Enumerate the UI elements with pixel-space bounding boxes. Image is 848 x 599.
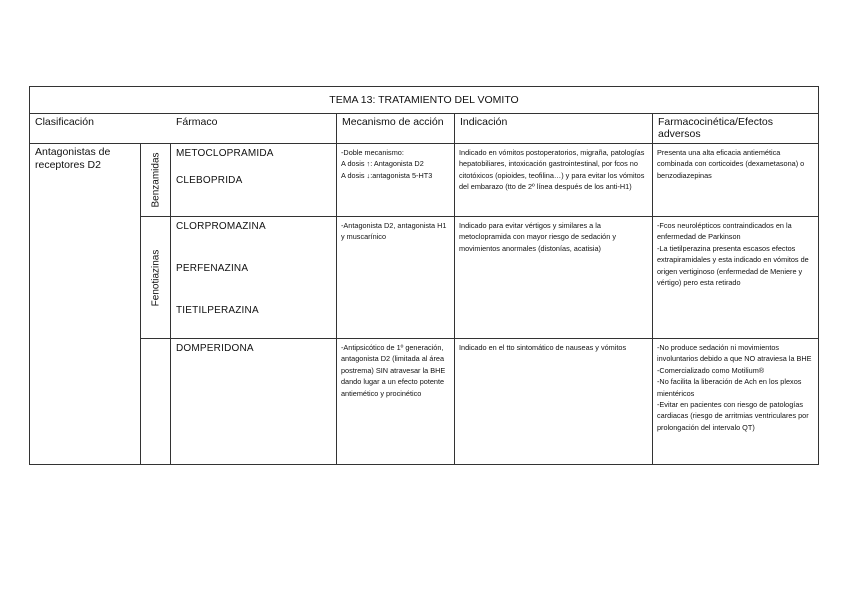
text-line: Presenta una alta eficacia antiemética combinada con corticoides (dexametasona) o benzodiazepinas bbox=[657, 148, 805, 180]
drug-name: CLORPROMAZINA bbox=[176, 221, 266, 232]
family-label: Benzamidas bbox=[141, 144, 171, 216]
text-line: A dosis ↑: Antagonista D2 bbox=[341, 159, 424, 169]
text-line: Indicado para evitar vértigos y similares a la metoclopramida con mayor riesgo de sedación y movimientos anormales (distonías, acatisia) bbox=[459, 221, 616, 253]
family-label: Fenotiazinas bbox=[141, 217, 171, 338]
family-label bbox=[141, 339, 171, 464]
text-line: A dosis ↓:antagonista 5-HT3 bbox=[341, 170, 433, 180]
text-line: -Evitar en pacientes con riesgo de patologías cardiacas (riesgo de arritmias ventriculares por prolongación del intervalo QT) bbox=[657, 400, 809, 432]
groups bbox=[140, 144, 818, 464]
group-fenotiazinas bbox=[140, 216, 818, 338]
body-row bbox=[30, 144, 818, 464]
mecanismo-cell bbox=[336, 217, 454, 338]
drug-name: TIETILPERAZINA bbox=[176, 305, 259, 316]
mecanismo-cell bbox=[336, 144, 454, 216]
mecanismo-cell bbox=[336, 339, 454, 464]
header-mecanismo: Mecanismo de acción bbox=[336, 114, 454, 143]
header-indicacion: Indicación bbox=[454, 114, 652, 143]
drug-name: PERFENAZINA bbox=[176, 263, 249, 274]
drug-list bbox=[171, 339, 336, 464]
indicacion-cell bbox=[454, 144, 652, 216]
text-line: -Comercializado como Motilium® bbox=[657, 365, 765, 375]
header-farmaco: Fármaco bbox=[176, 116, 218, 128]
drug-table bbox=[29, 86, 819, 465]
farmacocinetica-cell bbox=[652, 144, 818, 216]
text-line: -Antipsicótico de 1º generación, antagonista D2 (limitada al área postrema) SIN atravesar la BHE dando lugar a un efecto potente antiemético y procinético bbox=[341, 343, 446, 398]
drug-name: DOMPERIDONA bbox=[176, 343, 254, 354]
farmacocinetica-cell bbox=[652, 217, 818, 338]
text-line: -Fcos neurolépticos contraindicados en la enfermedad de Parkinson bbox=[657, 221, 792, 242]
header-farmacocinetica: Farmacocinética/Efectos adversos bbox=[652, 114, 818, 143]
text-line: -No produce sedación ni movimientos involuntarios debido a que NO atraviesa la BHE bbox=[657, 343, 812, 364]
text-line: -Antagonista D2, antagonista H1 y muscarínico bbox=[341, 221, 447, 242]
indicacion-cell bbox=[454, 339, 652, 464]
text-line: -Doble mecanismo: bbox=[341, 148, 404, 157]
drug-list bbox=[171, 144, 336, 216]
table-title: TEMA 13: TRATAMIENTO DEL VOMITO bbox=[30, 87, 818, 114]
header-clasificacion: Clasificación bbox=[35, 116, 94, 128]
farmacocinetica-cell bbox=[652, 339, 818, 464]
text-line: Indicado en el tto sintomático de nauseas y vómitos bbox=[459, 343, 627, 352]
indicacion-cell bbox=[454, 217, 652, 338]
text-line: -La tietilperazina presenta escasos efectos extrapiramidales y esta indicado en vómitos de origen vertiginoso (enfermedad de Meniere y vértigo) pero esta retirado bbox=[657, 243, 809, 288]
header-row bbox=[30, 114, 818, 144]
group-benzamidas bbox=[140, 144, 818, 216]
clasificacion-cell: Antagonistas de receptores D2 bbox=[35, 146, 111, 171]
text-line: -No facilita la liberación de Ach en los plexos mientéricos bbox=[657, 377, 802, 398]
drug-list bbox=[171, 217, 336, 338]
group-domperidona bbox=[140, 338, 818, 464]
drug-name: METOCLOPRAMIDA bbox=[176, 148, 274, 159]
drug-name: CLEBOPRIDA bbox=[176, 175, 243, 186]
text-line: Indicado en vómitos postoperatorios, migraña, patologías hepatobiliares, intoxicación gastrointestinal, por fcos no citotóxicos (opioides, teofilina…) y para evitar los vómitos del embarazo (tto de 2º línea después de los anti-H1) bbox=[459, 148, 645, 192]
